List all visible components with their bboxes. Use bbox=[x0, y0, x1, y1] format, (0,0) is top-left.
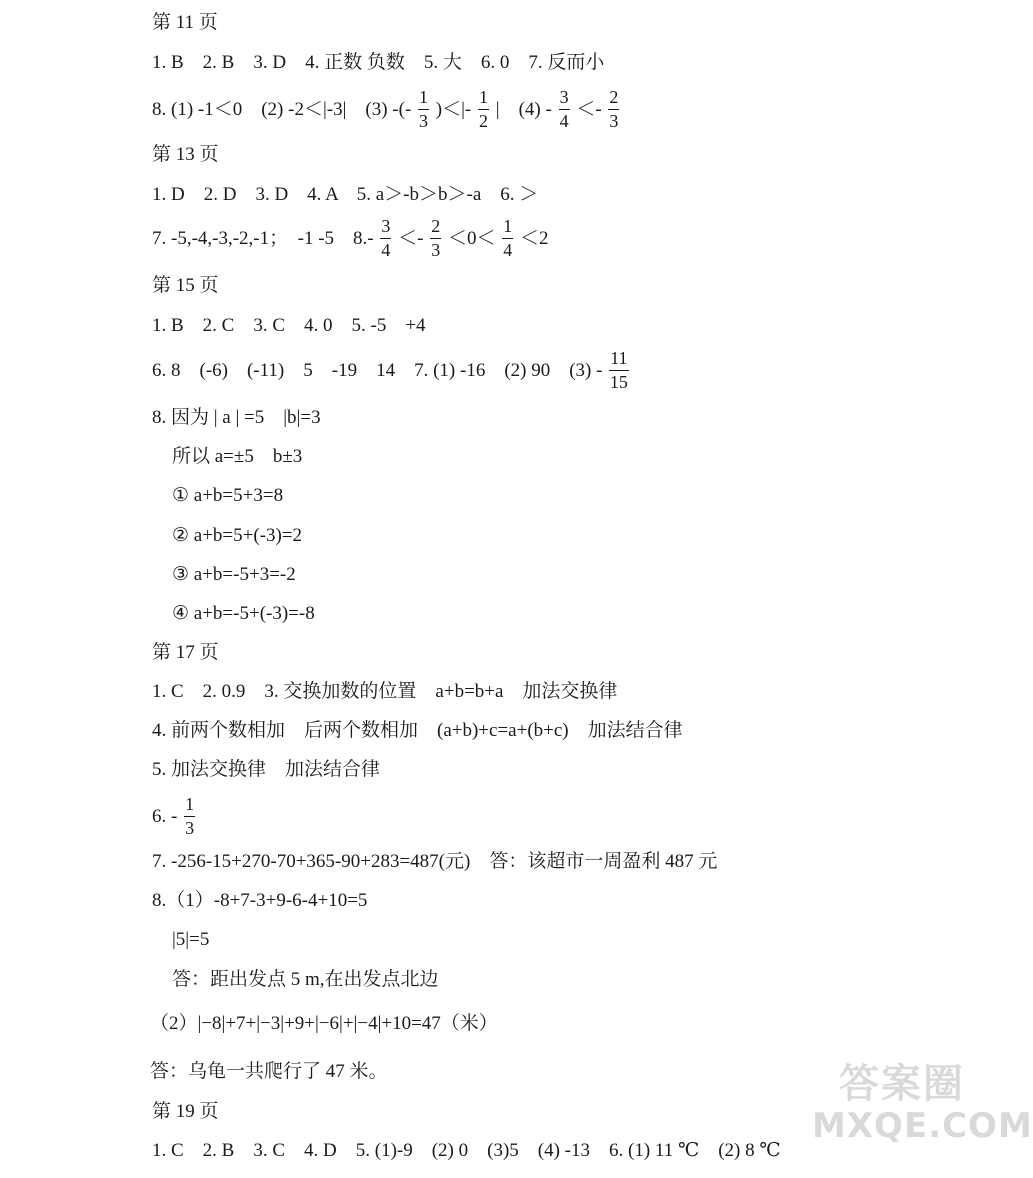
fraction-numerator: 1 bbox=[502, 217, 513, 239]
page-heading-17: 第 17 页 bbox=[152, 642, 219, 663]
answer-line: 1. D 2. D 3. D 4. A 5. a＞-b＞b＞-a 6. ＞ bbox=[152, 184, 539, 205]
answer-line: 8. 因为 | a | =5 |b|=3 bbox=[152, 407, 321, 428]
text-segment: 7. -5,-4,-3,-2,-1； -1 -5 8.- bbox=[152, 227, 374, 249]
text-segment: 6. - bbox=[152, 805, 178, 827]
fraction-denominator: 15 bbox=[609, 371, 628, 392]
fraction bbox=[430, 217, 441, 260]
fraction-numerator: 1 bbox=[478, 88, 489, 110]
answer-line: （2）|−8|+7+|−3|+9+|−6|+|−4|+10=47（米） bbox=[150, 1013, 498, 1034]
fraction-numerator: 11 bbox=[609, 349, 628, 371]
answer-line: 5. 加法交换律 加法结合律 bbox=[152, 759, 381, 780]
answer-line-fractions bbox=[152, 217, 548, 260]
fraction bbox=[478, 88, 489, 131]
answer-line: ④ a+b=-5+(-3)=-8 bbox=[172, 603, 315, 624]
answer-line: 所以 a=±5 b±3 bbox=[172, 446, 303, 467]
answer-line: 答：乌龟一共爬行了 47 米。 bbox=[150, 1061, 388, 1082]
answer-line: 1. B 2. B 3. D 4. 正数 负数 5. 大 6. 0 7. 反而小 bbox=[152, 52, 605, 73]
page-heading-19: 第 19 页 bbox=[152, 1101, 219, 1122]
page-heading-11: 第 11 页 bbox=[152, 12, 218, 33]
fraction-denominator: 3 bbox=[185, 817, 195, 838]
fraction-denominator: 3 bbox=[419, 110, 429, 131]
watermark-url: MXQE.COM bbox=[812, 1106, 1033, 1146]
fraction bbox=[609, 349, 628, 392]
text-segment: ＜- bbox=[398, 227, 424, 249]
text-segment: ＜2 bbox=[519, 227, 549, 249]
fraction-denominator: 3 bbox=[431, 239, 441, 260]
watermark-text: 答案圈 bbox=[839, 1061, 965, 1107]
fraction-denominator: 2 bbox=[479, 110, 489, 131]
text-segment: ＜- bbox=[576, 98, 602, 120]
text-segment: | (4) - bbox=[495, 98, 552, 120]
fraction-numerator: 2 bbox=[608, 88, 619, 110]
fraction-numerator: 3 bbox=[380, 217, 391, 239]
answer-line: 答：距出发点 5 m,在出发点北边 bbox=[172, 969, 439, 990]
page-heading-15: 第 15 页 bbox=[152, 275, 219, 296]
fraction-numerator: 2 bbox=[430, 217, 441, 239]
text-segment: 8. (1) -1＜0 (2) -2＜|-3| (3) -(- bbox=[152, 98, 412, 120]
answer-line-fractions bbox=[152, 795, 197, 838]
answer-line: 4. 前两个数相加 后两个数相加 (a+b)+c=a+(b+c) 加法结合律 bbox=[152, 720, 683, 741]
answer-line: ② a+b=5+(-3)=2 bbox=[172, 525, 303, 546]
answer-line: 1. C 2. B 3. C 4. D 5. (1)-9 (2) 0 (3)5 (4) -13 6. (1) 11 ℃ (2) 8 ℃ bbox=[152, 1140, 781, 1161]
fraction-numerator: 3 bbox=[559, 88, 570, 110]
fraction bbox=[608, 88, 619, 131]
text-segment: )＜|- bbox=[435, 98, 472, 120]
fraction-numerator: 1 bbox=[184, 795, 195, 817]
watermark-logo bbox=[812, 1060, 1033, 1170]
answer-line-fractions bbox=[152, 88, 621, 131]
answer-line: 7. -256-15+270-70+365-90+283=487(元) 答：该超市一周盈利 487 元 bbox=[152, 851, 718, 872]
answer-line-fractions bbox=[152, 349, 631, 392]
fraction-denominator: 4 bbox=[503, 239, 513, 260]
fraction bbox=[559, 88, 570, 131]
fraction-denominator: 3 bbox=[609, 110, 619, 131]
text-segment: ＜0＜ bbox=[447, 227, 496, 249]
answer-line: ① a+b=5+3=8 bbox=[172, 485, 284, 506]
fraction bbox=[502, 217, 513, 260]
answer-line: 8.（1）-8+7-3+9-6-4+10=5 bbox=[152, 890, 368, 911]
answer-line: 1. C 2. 0.9 3. 交换加数的位置 a+b=b+a 加法交换律 bbox=[152, 681, 618, 702]
text-segment: 6. 8 (-6) (-11) 5 -19 14 7. (1) -16 (2) 90 (3) - bbox=[152, 359, 603, 381]
fraction-denominator: 4 bbox=[381, 239, 391, 260]
page-heading-13: 第 13 页 bbox=[152, 144, 219, 165]
fraction-denominator: 4 bbox=[559, 110, 569, 131]
answer-line: |5|=5 bbox=[172, 929, 210, 950]
answer-line: ③ a+b=-5+3=-2 bbox=[172, 564, 296, 585]
fraction bbox=[380, 217, 391, 260]
fraction bbox=[418, 88, 429, 131]
fraction-numerator: 1 bbox=[418, 88, 429, 110]
fraction bbox=[184, 795, 195, 838]
answer-line: 1. B 2. C 3. C 4. 0 5. -5 +4 bbox=[152, 315, 426, 336]
